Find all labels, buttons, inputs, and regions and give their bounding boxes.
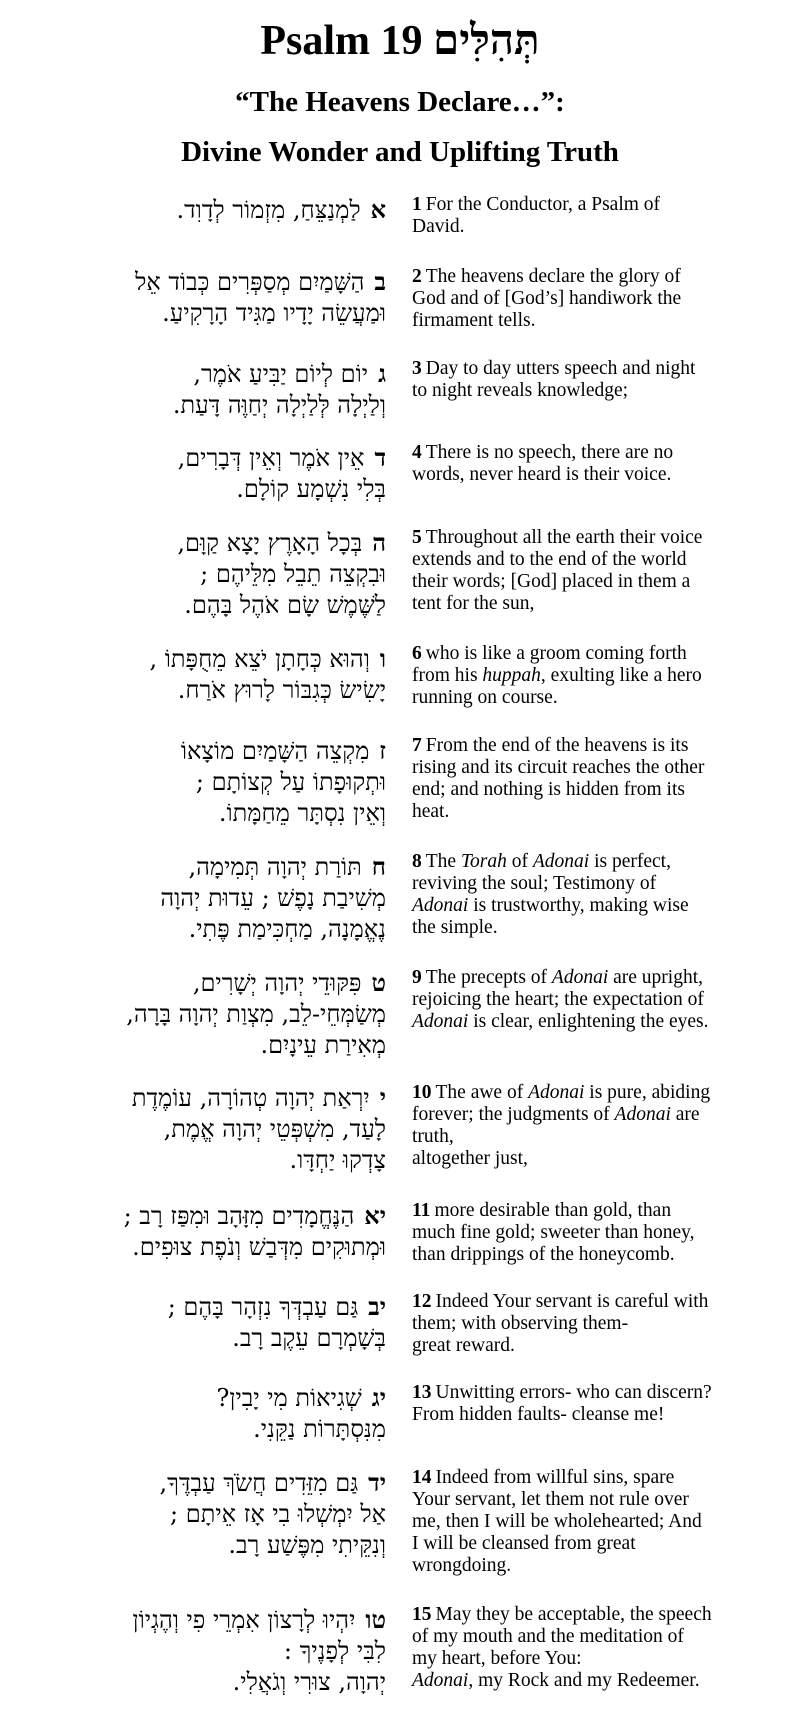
english-line: running on course.	[412, 687, 558, 708]
english-line: the simple.	[412, 917, 498, 938]
english-text: The precepts of	[425, 967, 552, 988]
english-emphasis: Adonai	[412, 1670, 469, 1691]
verse-english	[412, 967, 792, 1033]
hebrew-verse-number: א	[370, 195, 386, 224]
hebrew-line: יִרְאַת יְהוָה טְהוֹרָה, עוֹמֶדֶת	[131, 1084, 370, 1112]
english-line: more desirable than gold, than	[434, 1200, 672, 1221]
english-line: From the end of the heavens is its	[425, 735, 689, 756]
english-line: me, then I will be wholehearted; And	[412, 1511, 702, 1532]
english-line: reviving the soul; Testimony of	[412, 873, 657, 894]
english-line: Unwitting errors- who can discern?	[435, 1382, 712, 1403]
english-line: firmament tells.	[412, 310, 536, 331]
hebrew-line: יוֹם לְיוֹם יַבִּיעַ אֹמֶר,	[193, 360, 369, 388]
hebrew-line: יָשִׂישׂ כְּגִבּוֹר לָרוּץ אֹרַח.	[177, 676, 386, 704]
verse-hebrew	[18, 266, 386, 329]
hebrew-line: וּבִקְצֵה תֵבֵל מִלֵּיהֶם ;	[200, 560, 386, 588]
english-line: them; with observing them-	[412, 1313, 629, 1334]
verse-hebrew	[18, 851, 386, 945]
verse-hebrew	[18, 442, 386, 505]
page-title	[0, 14, 800, 67]
english-line: extends and to the end of the world	[412, 549, 687, 570]
english-text: The	[425, 851, 461, 872]
verse-number: 13	[412, 1382, 432, 1403]
verse-english	[412, 735, 792, 823]
verse-hebrew	[18, 194, 386, 226]
hebrew-line: אֵין אֹמֶר וְאֵין דְּבָרִים,	[177, 444, 365, 472]
hebrew-line: פִּקּוּדֵי יְהוָה יְשָׁרִים,	[192, 969, 362, 997]
english-text: of	[506, 851, 533, 872]
english-text: is clear, enlightening the eyes.	[468, 1011, 709, 1032]
hebrew-line: לַמְנַצֵּחַ, מִזְמוֹר לְדָוִד.	[176, 196, 361, 224]
english-line: truth,	[412, 1126, 454, 1147]
hebrew-line: נֶאֱמָנָה, מַחְכִּימַת פֶּתִי.	[188, 915, 386, 943]
verse-english	[412, 1291, 792, 1357]
english-text: are	[670, 1104, 700, 1125]
verse-english	[412, 358, 792, 402]
hebrew-line: גַּם עַבְדְּךָ נִזְהָר בָּהֶם ;	[167, 1293, 359, 1321]
verse-number: 5	[412, 527, 422, 548]
english-emphasis: Adonai	[412, 1011, 469, 1032]
hebrew-line: וְאֵין נִסְתָּר מֵחַמָּתוֹ.	[218, 799, 386, 827]
english-line: The heavens declare the glory of	[425, 266, 681, 287]
verse-hebrew	[18, 643, 386, 706]
verse-number: 6	[412, 643, 422, 664]
hebrew-verse-number: י	[379, 1083, 386, 1112]
verse-hebrew	[18, 358, 386, 421]
verse-hebrew	[18, 1604, 386, 1698]
hebrew-line: אַל יִמְשְׁלוּ בִי אָז אֵיתָם ;	[170, 1500, 386, 1528]
verse-english	[412, 194, 792, 238]
hebrew-line: וְהוּא כְּחָתָן יֹצֵא מֵחֻפָּתוֹ ,	[149, 645, 370, 673]
hebrew-line: מִנִּסְתָּרוֹת נַקֵּנִי.	[253, 1415, 386, 1443]
english-line: to night reveals knowledge;	[412, 380, 629, 401]
english-emphasis: Adonai	[412, 895, 469, 916]
verse-number: 8	[412, 851, 422, 872]
english-line: rising and its circuit reaches the other	[412, 757, 705, 778]
verse-hebrew	[18, 1082, 386, 1176]
hebrew-verse-number: ח	[371, 852, 386, 881]
verse-english	[412, 1467, 792, 1577]
hebrew-line: הַנֶּחֱמָדִים מִזָּהָב וּמִפַּז רָב ;	[123, 1202, 355, 1230]
english-text: The awe of	[435, 1082, 529, 1103]
hebrew-verse-number: יג	[371, 1383, 386, 1412]
english-line: much fine gold; sweeter than honey,	[412, 1222, 695, 1243]
english-line: Indeed from willful sins, spare	[435, 1467, 675, 1488]
verse-hebrew	[18, 1200, 386, 1263]
hebrew-verse-number: יא	[364, 1201, 386, 1230]
title-hebrew: תְּהִלִּים	[433, 15, 540, 64]
english-line: wrongdoing.	[412, 1555, 512, 1576]
hebrew-line: וּמַעֲשֵׂה יָדָיו מַגִּיד הָרָקִיעַ.	[162, 299, 386, 327]
english-line: their words; [God] placed in them a	[412, 571, 691, 592]
verse-hebrew	[18, 1291, 386, 1354]
english-line: Your servant, let them not rule over	[412, 1489, 689, 1510]
hebrew-line: בְּלִי נִשְׁמָע קוֹלָם.	[236, 475, 386, 503]
hebrew-verse-number: ב	[374, 267, 386, 296]
hebrew-line: תּוֹרַת יְהוָה תְּמִימָה,	[188, 853, 362, 881]
hebrew-verse-number: ז	[379, 736, 386, 765]
verse-number: 1	[412, 194, 422, 215]
hebrew-line: שְׁגִיאוֹת מִי יָבִין?	[216, 1384, 362, 1412]
hebrew-line: מְשַׂמְּחֵי-לֵב, מִצְוַת יְהוָה בָּרָה,	[126, 1000, 386, 1028]
verse-english	[412, 1200, 792, 1266]
english-line: altogether just,	[412, 1148, 528, 1169]
verse-number: 2	[412, 266, 422, 287]
hebrew-verse-number: ה	[372, 528, 386, 557]
english-line: Indeed Your servant is careful with	[435, 1291, 709, 1312]
hebrew-line: מְאִירַת עֵינָיִם.	[260, 1031, 386, 1059]
english-line: who is like a groom coming forth	[425, 643, 687, 664]
verse-number: 12	[412, 1291, 432, 1312]
hebrew-line: מְשִׁיבַת נָפֶשׁ ; עֵדוּת יְהוָה	[160, 884, 386, 912]
verse-english	[412, 851, 792, 939]
hebrew-line: וּמְתוּקִים מִדְּבַשׁ וְנֹפֶת צוּפִים.	[132, 1233, 386, 1261]
english-line: There is no speech, there are no	[425, 442, 674, 463]
verse-number: 3	[412, 358, 422, 379]
english-line: God and of [God’s] handiwork the	[412, 288, 682, 309]
verse-number: 10	[412, 1082, 432, 1103]
english-line: than drippings of the honeycomb.	[412, 1244, 675, 1265]
english-emphasis: Adonai	[551, 967, 609, 988]
hebrew-verse-number: ג	[378, 359, 386, 388]
english-text: forever; the judgments of	[412, 1104, 615, 1125]
hebrew-line: יְהוָה, צוּרִי וְגֹאֲלִי.	[232, 1668, 386, 1696]
subtitle-secondary: Divine Wonder and Uplifting Truth	[181, 136, 619, 168]
english-text: is trustworthy, making wise	[468, 895, 689, 916]
english-text: , my Rock and my Redeemer.	[468, 1670, 700, 1691]
english-line: tent for the sun,	[412, 593, 535, 614]
verse-hebrew	[18, 735, 386, 829]
hebrew-line: גַּם מִזֵּדִים חֲשֹׂךְ עַבְדֶּךָ,	[159, 1469, 359, 1497]
title-english: Psalm 19	[260, 18, 423, 64]
verse-english	[412, 527, 792, 615]
hebrew-verse-number: ו	[379, 644, 386, 673]
english-line: May they be acceptable, the speech	[435, 1604, 712, 1625]
hebrew-line: צָדְקוּ יַחְדָּו.	[289, 1146, 386, 1174]
english-emphasis: Torah	[460, 851, 507, 872]
hebrew-line: לִבִּי לְפָנֶיךָ :	[283, 1637, 386, 1665]
hebrew-line: וּתְקוּפָתוֹ עַל קְצוֹתָם ;	[195, 768, 386, 796]
verse-number: 14	[412, 1467, 432, 1488]
hebrew-verse-number: יד	[368, 1468, 386, 1497]
hebrew-verse-number: טו	[365, 1605, 386, 1634]
verse-number: 11	[412, 1200, 431, 1221]
english-text: , exulting like a hero	[540, 665, 702, 686]
hebrew-line: יִהְיוּ לְרָצוֹן אִמְרֵי פִי וְהֶגְיוֹן	[132, 1606, 356, 1634]
english-emphasis: Adonai	[532, 851, 590, 872]
subtitle: “The Heavens Declare…”:	[235, 86, 565, 118]
english-line: From hidden faults- cleanse me!	[412, 1404, 665, 1425]
english-line: For the Conductor, a Psalm of	[425, 194, 661, 215]
english-line: rejoicing the heart; the expectation of	[412, 989, 704, 1010]
verse-hebrew	[18, 527, 386, 621]
verse-hebrew	[18, 967, 386, 1061]
hebrew-line: לָעַד, מִשְׁפְּטֵי יְהוָה אֱמֶת,	[163, 1115, 386, 1143]
english-text: from his	[412, 665, 483, 686]
english-line: of my mouth and the meditation of	[412, 1626, 684, 1647]
english-emphasis: huppah	[482, 665, 541, 686]
english-text: are upright,	[608, 967, 704, 988]
verse-number: 4	[412, 442, 422, 463]
english-emphasis: Adonai	[614, 1104, 671, 1125]
verse-english	[412, 442, 792, 486]
verse-number: 7	[412, 735, 422, 756]
verse-hebrew	[18, 1467, 386, 1561]
english-line: I will be cleansed from great	[412, 1533, 636, 1554]
hebrew-line: מִקְצֵה הַשָּׁמַיִם מוֹצָאוֹ	[180, 737, 370, 765]
english-line: David.	[412, 216, 465, 237]
hebrew-line: בְּכָל הָאָרֶץ יָצָא קַוָּם,	[177, 529, 363, 557]
hebrew-line: וְלַיְלָה לְּלַיְלָה יְחַוֶּה דָּעַת.	[172, 391, 386, 419]
hebrew-line: בְּשָׁמְרָם עֵקֶב רָב.	[232, 1324, 386, 1352]
hebrew-verse-number: יב	[368, 1292, 386, 1321]
verse-number: 15	[412, 1604, 432, 1625]
verse-english	[412, 1604, 792, 1692]
verse-english	[412, 266, 792, 332]
verse-hebrew	[18, 1382, 386, 1445]
english-line: Day to day utters speech and night	[425, 358, 696, 379]
hebrew-line: וְנִקֵּיתִי מִפֶּשַׁע רָב.	[228, 1531, 386, 1559]
english-text: is pure, abiding	[584, 1082, 711, 1103]
english-text: is perfect,	[589, 851, 671, 872]
hebrew-verse-number: ט	[371, 968, 386, 997]
hebrew-line: לַשֶּׁמֶשׁ שָׂם אֹהֶל בָּהֶם.	[184, 591, 386, 619]
verse-english	[412, 1082, 792, 1170]
english-line: words, never heard is their voice.	[412, 464, 672, 485]
english-line: great reward.	[412, 1335, 515, 1356]
english-line: heat.	[412, 801, 450, 822]
verse-number: 9	[412, 967, 422, 988]
hebrew-verse-number: ד	[374, 443, 386, 472]
english-line: my heart, before You:	[412, 1648, 582, 1669]
verse-english	[412, 643, 792, 709]
english-line: end; and nothing is hidden from its	[412, 779, 685, 800]
english-emphasis: Adonai	[528, 1082, 585, 1103]
english-line: Throughout all the earth their voice	[425, 527, 703, 548]
verse-english	[412, 1382, 792, 1426]
hebrew-line: הַשָּׁמַיִם מְסַפְּרִים כְּבוֹד אֵל	[135, 268, 365, 296]
